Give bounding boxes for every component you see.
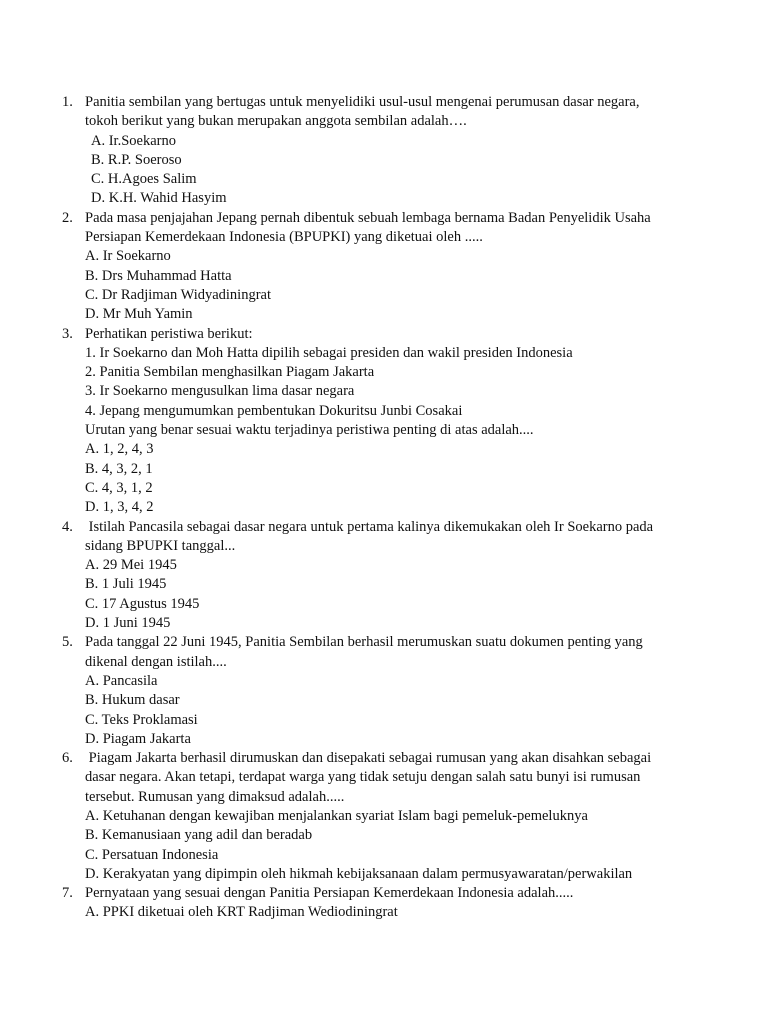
answer-option: B. R.P. Soeroso [91, 151, 182, 168]
question-item [62, 633, 702, 749]
question-text: sidang BPUPKI tanggal... [85, 537, 236, 554]
answer-option: D. K.H. Wahid Hasyim [91, 190, 227, 207]
answer-option: D. Kerakyatan yang dipimpin oleh hikmah kebijaksanaan dalam permusyawaratan/perwakilan [85, 865, 633, 882]
answer-option: A. Ir.Soekarno [91, 132, 176, 149]
answer-option: B. Hukum dasar [85, 692, 180, 709]
answer-option: C. Dr Radjiman Widyadiningrat [85, 286, 272, 303]
question-text: Persiapan Kemerdekaan Indonesia (BPUPKI) yang diketuai oleh ..... [85, 229, 483, 246]
question-text: dikenal dengan istilah.... [85, 653, 227, 670]
answer-option: B. 4, 3, 2, 1 [85, 460, 153, 477]
event-item: 1. Ir Soekarno dan Moh Hatta dipilih sebagai presiden dan wakil presiden Indonesia [85, 344, 573, 361]
answer-option: C. 17 Agustus 1945 [85, 595, 200, 612]
question-item [62, 209, 702, 325]
question-text: Istilah Pancasila sebagai dasar negara untuk pertama kalinya dikemukakan oleh Ir Soekarno pada [85, 518, 654, 535]
event-item: 4. Jepang mengumumkan pembentukan Dokuritsu Junbi Cosakai [85, 402, 463, 419]
question-text: Pernyataan yang sesuai dengan Panitia Persiapan Kemerdekaan Indonesia adalah..... [85, 885, 574, 902]
question-text: Perhatikan peristiwa berikut: [85, 325, 253, 342]
event-item: 3. Ir Soekarno mengusulkan lima dasar negara [85, 383, 355, 400]
question-number: 4. [62, 518, 73, 535]
answer-option: A. 1, 2, 4, 3 [85, 441, 154, 458]
answer-option: B. Kemanusiaan yang adil dan beradab [85, 827, 313, 844]
question-number: 5. [62, 634, 73, 651]
question-text: dasar negara. Akan tetapi, terdapat warga yang tidak setuju dengan salah satu bunyi isi rumusan [85, 769, 641, 786]
answer-option: A. 29 Mei 1945 [85, 557, 177, 574]
answer-option: A. PPKI diketuai oleh KRT Radjiman Wediodiningrat [85, 904, 398, 921]
question-text: Pada tanggal 22 Juni 1945, Panitia Sembilan berhasil merumuskan suatu dokumen penting yang [85, 634, 643, 651]
answer-option: D. 1 Juni 1945 [85, 615, 171, 632]
question-number: 1. [62, 94, 73, 110]
question-text: Piagam Jakarta berhasil dirumuskan dan disepakati sebagai rumusan yang akan disahkan sebagai [85, 750, 652, 767]
answer-option: B. Drs Muhammad Hatta [85, 267, 232, 284]
answer-option: A. Pancasila [85, 672, 158, 689]
question-number: 3. [62, 325, 73, 342]
question-item [62, 518, 702, 634]
answer-option: A. Ir Soekarno [85, 248, 171, 265]
answer-option: A. Ketuhanan dengan kewajiban menjalankan syariat Islam bagi pemeluk-pemeluknya [85, 807, 588, 824]
question-item [62, 884, 702, 923]
answer-option: C. Teks Proklamasi [85, 711, 198, 728]
answer-option: C. Persatuan Indonesia [85, 846, 219, 863]
question-number: 7. [62, 885, 73, 902]
question-list [62, 93, 702, 923]
question-text: tersebut. Rumusan yang dimaksud adalah..... [85, 788, 345, 805]
answer-option: D. 1, 3, 4, 2 [85, 499, 154, 516]
event-item: 2. Panitia Sembilan menghasilkan Piagam Jakarta [85, 364, 375, 381]
question-number: 2. [62, 209, 73, 226]
question-item [62, 325, 702, 518]
question-text: tokoh berikut yang bukan merupakan anggota sembilan adalah…. [85, 113, 467, 130]
answer-option: C. H.Agoes Salim [91, 171, 197, 188]
answer-option: D. Mr Muh Yamin [85, 306, 193, 323]
question-item [62, 93, 702, 209]
answer-option: D. Piagam Jakarta [85, 730, 191, 747]
question-text: Pada masa penjajahan Jepang pernah dibentuk sebuah lembaga bernama Badan Penyelidik Usaha [85, 209, 651, 226]
answer-option: B. 1 Juli 1945 [85, 576, 167, 593]
question-number: 6. [62, 750, 73, 767]
answer-option: C. 4, 3, 1, 2 [85, 479, 153, 496]
question-text: Urutan yang benar sesuai waktu terjadinya peristiwa penting di atas adalah.... [85, 422, 534, 439]
question-text: Panitia sembilan yang bertugas untuk menyelidiki usul-usul mengenai perumusan dasar negara, [85, 94, 640, 110]
question-item [62, 749, 702, 884]
